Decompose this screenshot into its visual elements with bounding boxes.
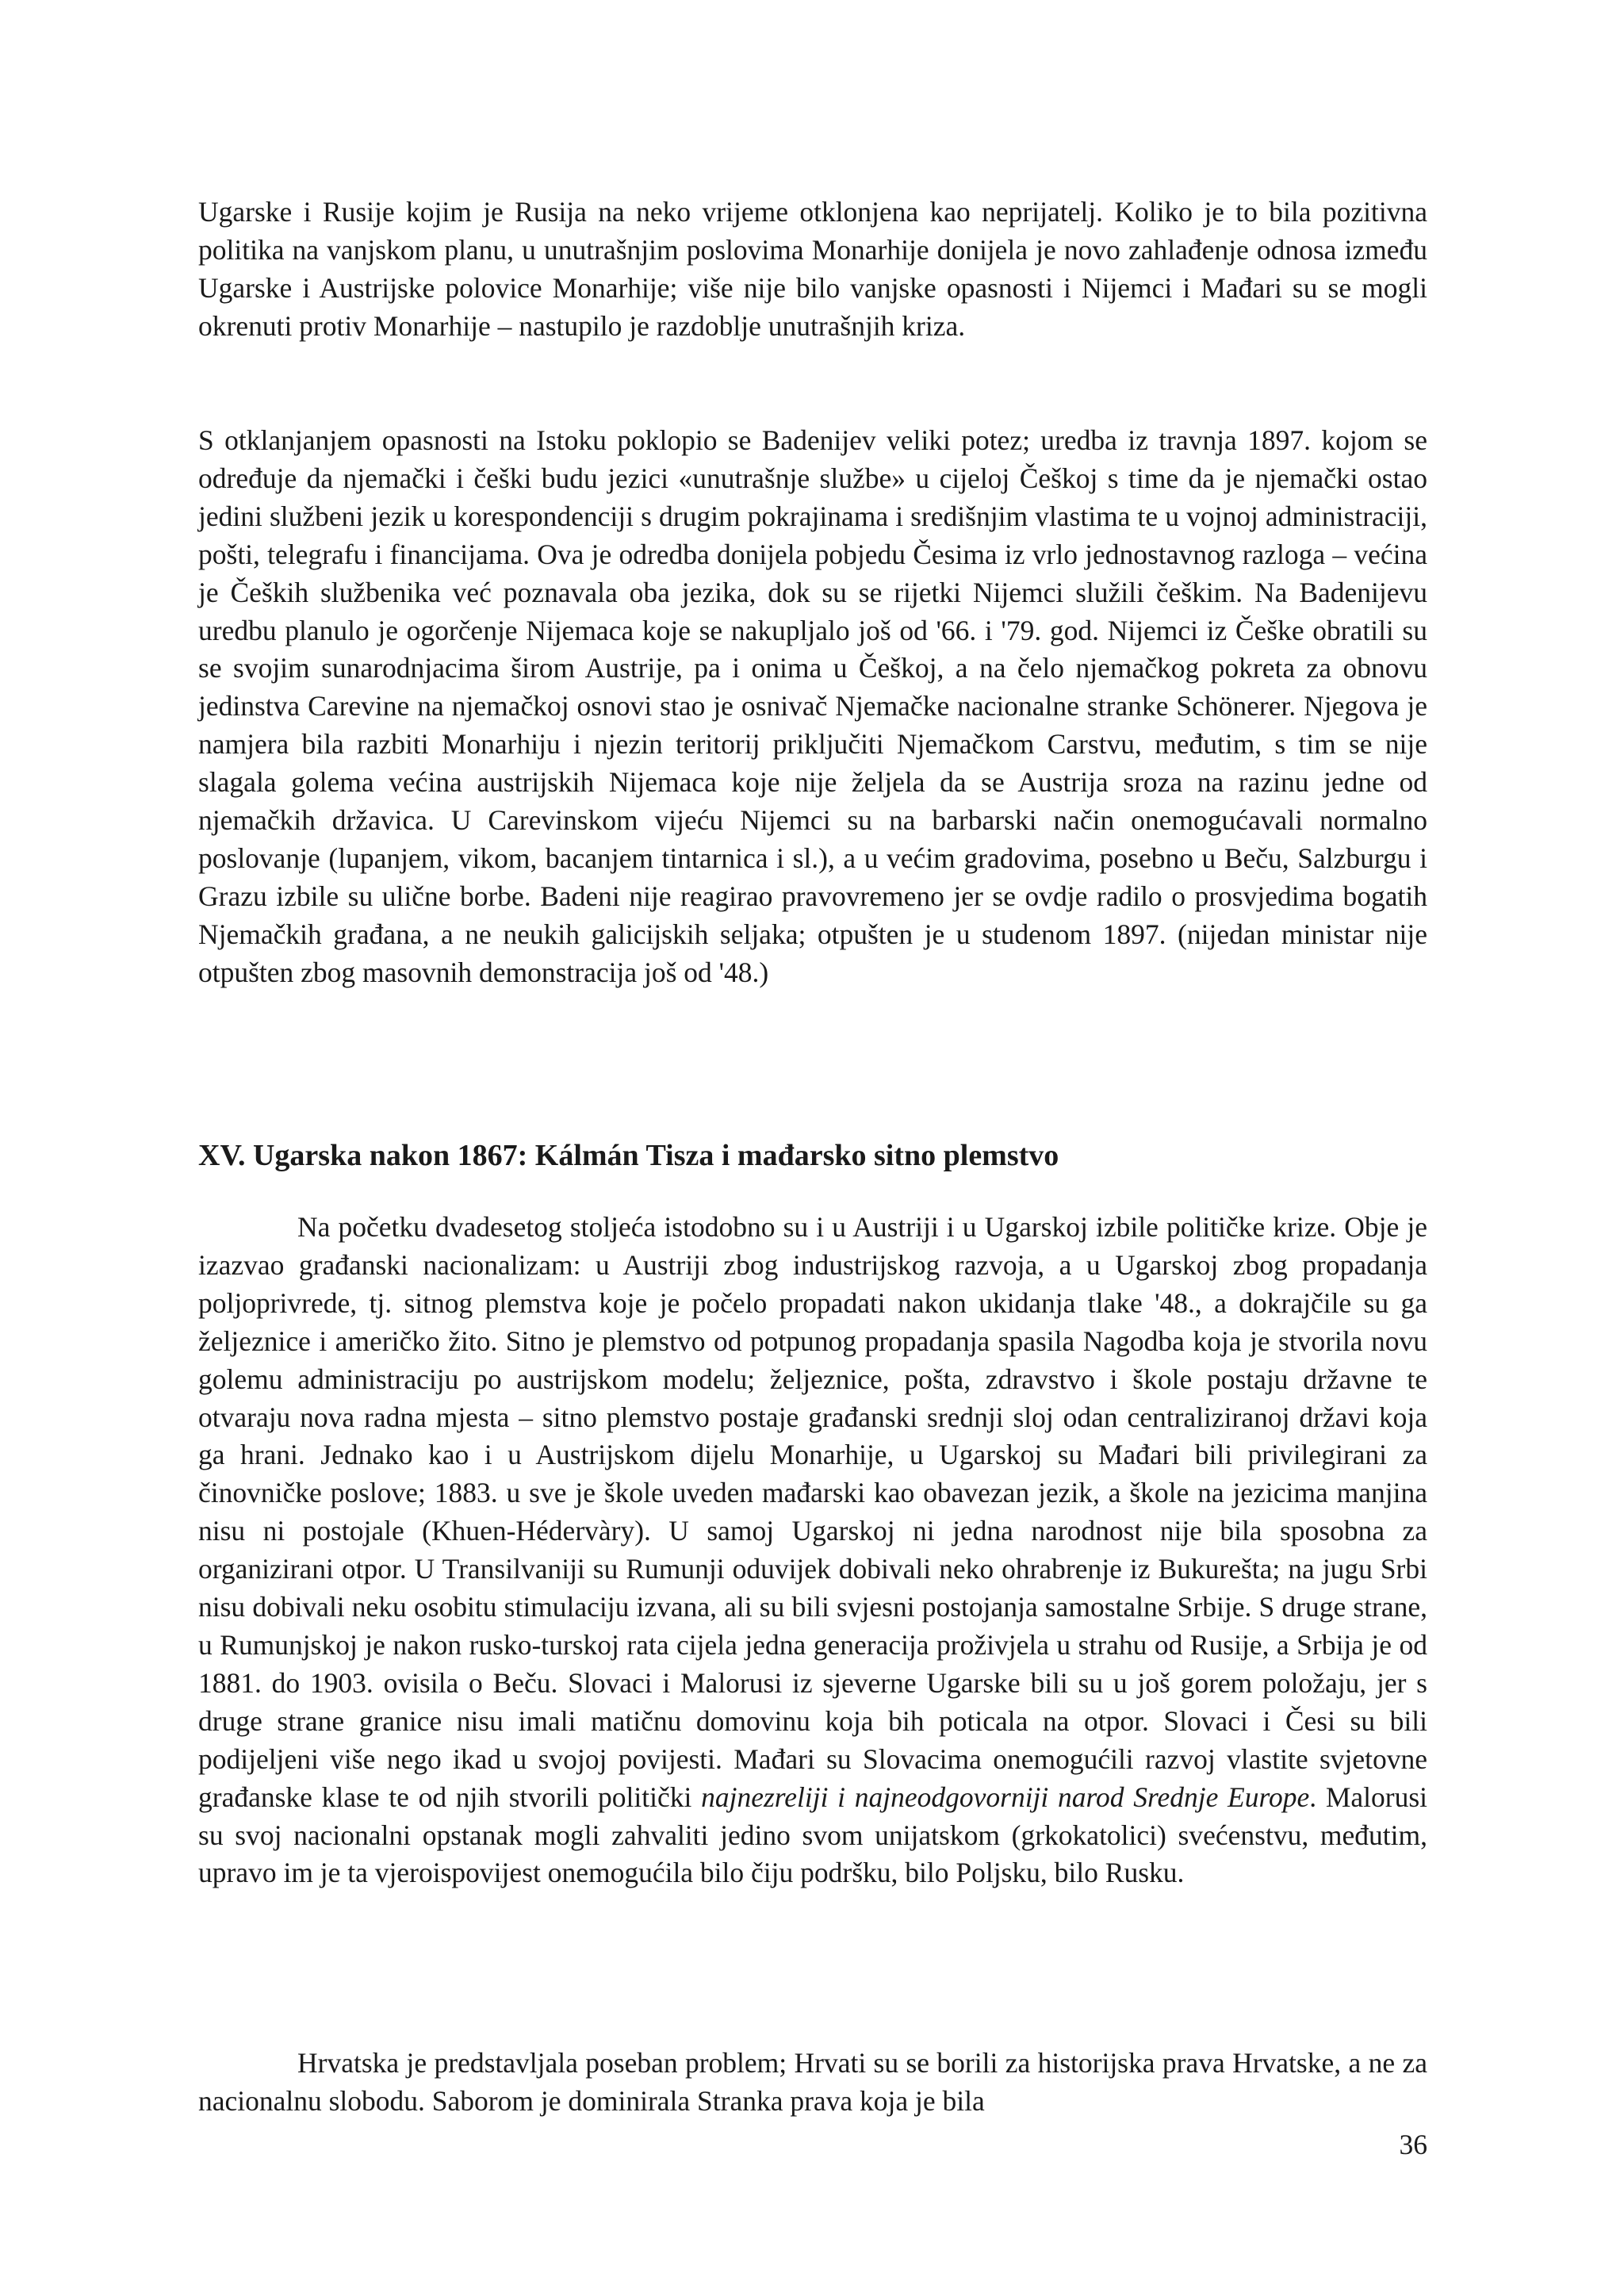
paragraph: Ugarske i Rusije kojim je Rusija na neko vrijeme otklonjena kao neprijatelj. Koliko je to bila pozitivna politika na vanjskom planu, u unutrašnjim poslovima Monarhije donijela je novo zahlađenje odnosa između Ugarske i Austrijske polovice Monarhije; više nije bilo vanjske opasnosti i Nijemci i Mađari su se mogli okrenuti protiv Monarhije – nastupilo je razdoblje unutrašnjih kriza. xyxy=(198,196,1427,342)
section-heading: XV. Ugarska nakon 1867: Kálmán Tisza i mađarsko sitno plemstvo xyxy=(198,1139,1059,1172)
paragraph-text: Na početku dvadesetog stoljeća istodobno su i u Austriji i u Ugarskoj izbile političke krize. Obje je izazvao građanski nacionalizam: u Austriji zbog industrijskog razvoja, a u Ugarskoj zbog propadanja poljoprivrede, tj. sitnog plemstva koje je počelo propadati nakon ukidanja tlake '48., a dokrajčile su ga željeznice i američko žito. Sitno je plemstvo od potpunog propadanja spasila Nagodba koja je stvorila novu golemu administraciju po austrijskom modelu; željeznice, pošta, zdravstvo i škole postaju državne te otvaraju nova radna mjesta – sitno plemstvo postaje građanski srednji sloj odan centraliziranoj državi koja ga hrani. Jednako kao i u Austrijskom dijelu Monarhije, u Ugarskoj su Mađari bili privilegirani za činovničke poslove; 1883. u sve je škole uveden mađarski kao obavezan jezik, a škole na jezicima manjina nisu ni postojale (Khuen-Hédervàry). U samoj Ugarskoj ni jedna narodnost nije bila sposobna za organizirani otpor. U Transilvaniji su Rumunji oduvijek dobivali neko ohrabrenje iz Bukurešta; na jugu Srbi nisu dobivali neku osobitu stimulaciju izvana, ali su bili svjesni postojanja samostalne Srbije. S druge strane, u Rumunjskoj je nakon rusko-turskoj rata cijela jedna generacija proživjela u strahu od Rusije, a Srbija je od 1881. do 1903. ovisila o Beču. Slovaci i Malorusi iz sjeverne Ugarske bili su u još gorem položaju, jer s druge strane granice nisu imali matičnu domovinu koja bih poticala na otpor. Slovaci i Česi su bili podijeljeni više nego ikad u svojoj povijesti. Mađari su Slovacima onemogućili razvoj vlastite svjetovne građanske klase te od njih stvorili politički xyxy=(198,1211,1427,1813)
paragraph: S otklanjanjem opasnosti na Istoku poklopio se Badenijev veliki potez; uredba iz travnja 1897. kojom se određuje da njemački i češki budu jezici «unutrašnje službe» u cijeloj Češkoj s time da je njemački ostao jedini službeni jezik u korespondenciji s drugim pokrajinama i središnjim vlastima te u vojnoj administraciji, pošti, telegrafu i financijama. Ova je odredba donijela pobjedu Česima iz vrlo jednostavnog razloga – većina je Čeških službenika već poznavala oba jezika, dok su se rijetki Nijemci služili češkim. Na Badenijevu uredbu planulo je ogorčenje Nijemaca koje se nakupljalo još od '66. i '79. god. Nijemci iz Češke obratili su se svojim sunarodnjacima širom Austrije, pa i onima u Češkoj, a na čelo njemačkog pokreta za obnovu jedinstva Carevine na njemačkoj osnovi stao je osnivač Njemačke nacionalne stranke Schönerer. Njegova je namjera bila razbiti Monarhiju i njezin teritorij priključiti Njemačkom Carstvu, međutim, s tim se nije slagala golema većina austrijskih Nijemaca koje nije željela da se Austrija sroza na razinu jedne od njemačkih državica. U Carevinskom vijeću Nijemci su na barbarski način onemogućavali normalno poslovanje (lupanjem, vikom, bacanjem tintarnica i sl.), a u većim gradovima, posebno u Beču, Salzburgu i Grazu izbile su ulične borbe. Badeni nije reagirao pravovremeno jer se ovdje radilo o prosvjedima bogatih Njemačkih građana, a ne neukih galicijskih seljaka; otpušten je u studenom 1897. (nijedan ministar nije otpušten zbog masovnih demonstracija još od '48.) xyxy=(198,424,1427,988)
page-number: 36 xyxy=(1399,2129,1427,2160)
italic-quote: najnezreliji i najneodgovorniji narod Srednje Europe xyxy=(701,1780,1310,1813)
paragraph xyxy=(198,1209,1427,1892)
paragraph-text: . Malorusi su svoj nacionalni opstanak mogli zahvaliti jedino svom unijatskom (grkokatolici) svećenstvu, međutim, upravo im je ta vjeroispovijest onemogućila bilo čiju podršku, bilo Poljsku, bilo Rusku. xyxy=(198,1780,1428,1889)
paragraph: Hrvatska je predstavljala poseban problem; Hrvati su se borili za historijska prava Hrvatske, a ne za nacionalnu slobodu. Saborom je dominirala Stranka prava koja je bila xyxy=(198,2047,1427,2117)
